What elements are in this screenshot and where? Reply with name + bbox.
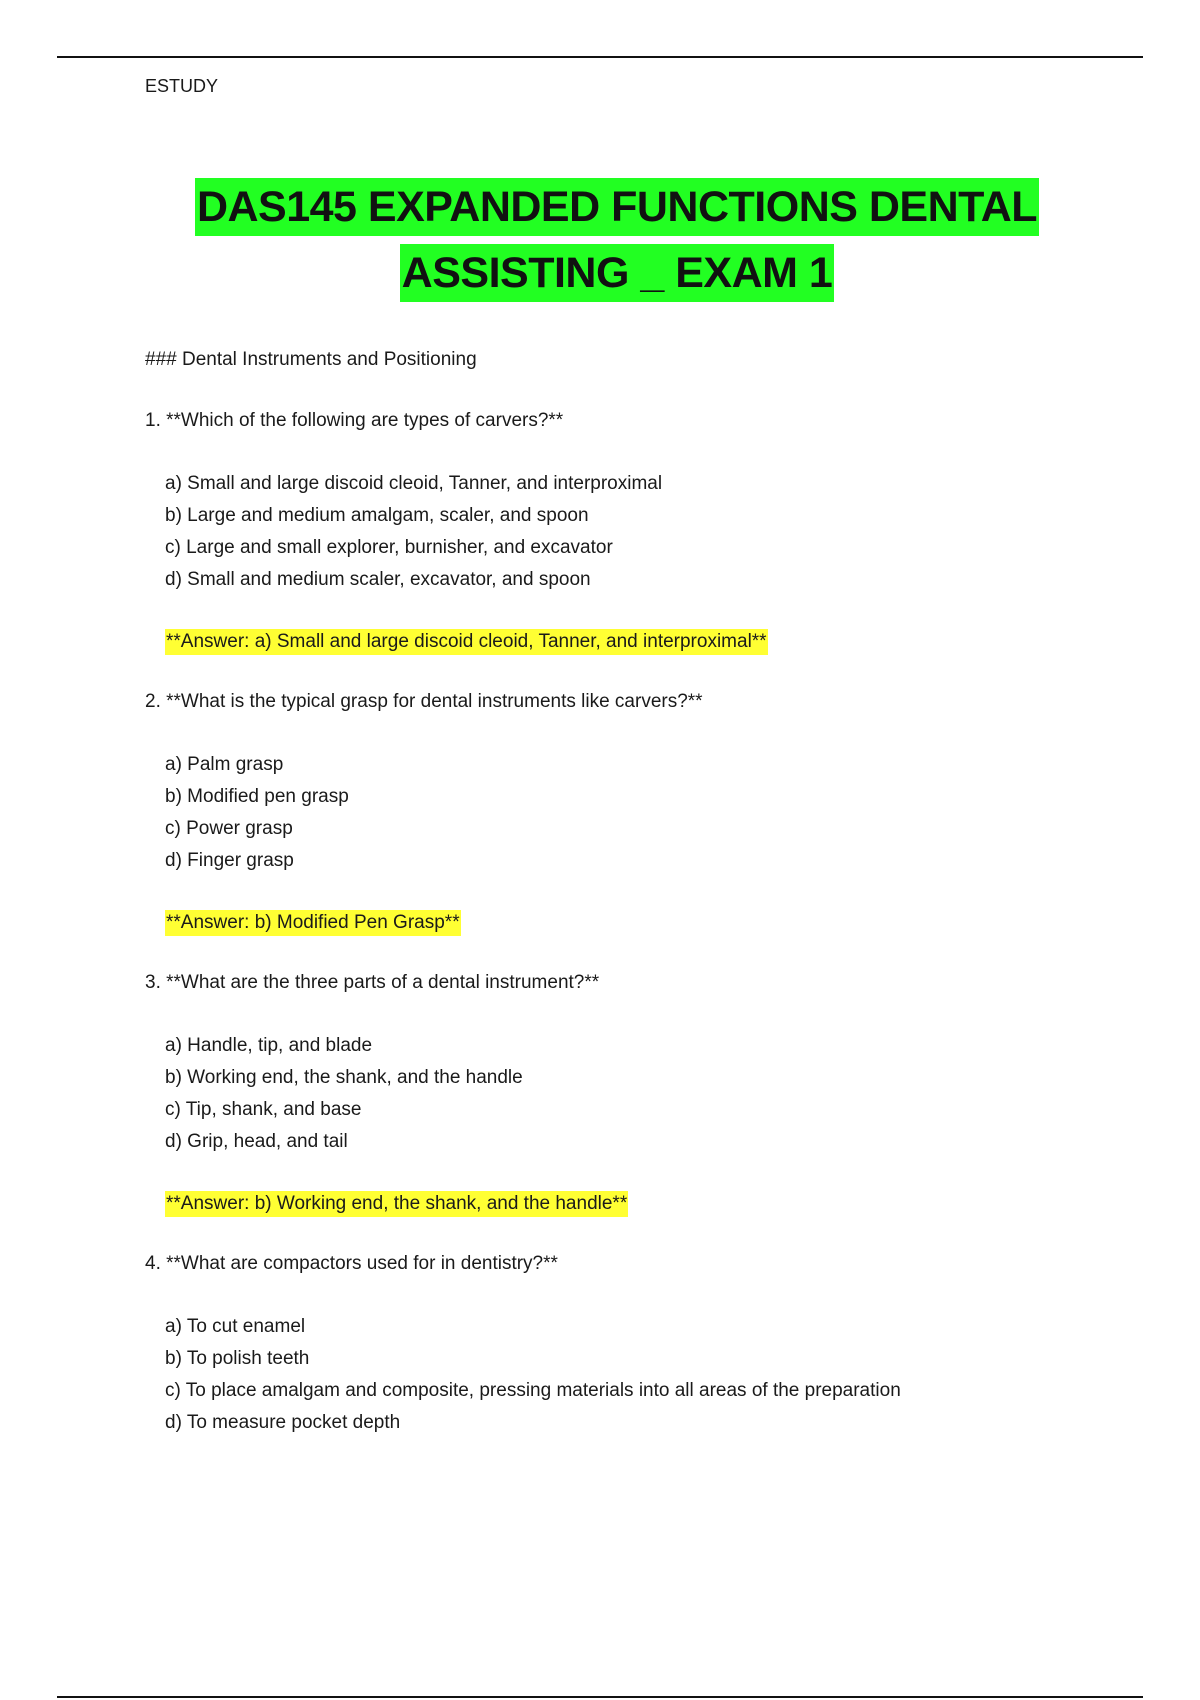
question-1-options <box>165 471 662 599</box>
question-2: 2. **What is the typical grasp for dental instruments like carvers?** <box>145 691 703 712</box>
option-3c: c) Tip, shank, and base <box>165 1099 362 1120</box>
title-line-1: DAS145 EXPANDED FUNCTIONS DENTAL <box>195 178 1039 236</box>
option-3a: a) Handle, tip, and blade <box>165 1035 373 1056</box>
option-2b: b) Modified pen grasp <box>165 786 349 807</box>
question-4-options <box>165 1314 901 1442</box>
option-1d: d) Small and medium scaler, excavator, and spoon <box>165 569 591 590</box>
option-4d: d) To measure pocket depth <box>165 1412 401 1433</box>
section-heading: ### Dental Instruments and Positioning <box>145 349 477 370</box>
option-3b: b) Working end, the shank, and the handle <box>165 1067 523 1088</box>
option-1b: b) Large and medium amalgam, scaler, and spoon <box>165 505 589 526</box>
option-4a: a) To cut enamel <box>165 1316 306 1337</box>
answer-2: **Answer: b) Modified Pen Grasp** <box>165 910 461 936</box>
option-3d: d) Grip, head, and tail <box>165 1131 348 1152</box>
option-1a: a) Small and large discoid cleoid, Tanner, and interproximal <box>165 473 663 494</box>
question-4: 4. **What are compactors used for in dentistry?** <box>145 1253 558 1274</box>
answer-3: **Answer: b) Working end, the shank, and the handle** <box>165 1191 628 1217</box>
question-3-options <box>165 1033 523 1161</box>
footer-rule <box>57 1696 1143 1698</box>
question-3: 3. **What are the three parts of a dental instrument?** <box>145 972 600 993</box>
option-2d: d) Finger grasp <box>165 850 294 871</box>
option-2c: c) Power grasp <box>165 818 293 839</box>
title-line-2: ASSISTING _ EXAM 1 <box>400 244 835 302</box>
document-title <box>0 178 1200 310</box>
option-4b: b) To polish teeth <box>165 1348 310 1369</box>
option-4c: c) To place amalgam and composite, pressing materials into all areas of the preparation <box>165 1380 901 1401</box>
header-rule <box>57 56 1143 58</box>
answer-1: **Answer: a) Small and large discoid cleoid, Tanner, and interproximal** <box>165 629 768 655</box>
option-2a: a) Palm grasp <box>165 754 284 775</box>
question-1: 1. **Which of the following are types of carvers?** <box>145 410 564 431</box>
header-label: ESTUDY <box>145 76 219 96</box>
question-2-options <box>165 752 349 880</box>
option-1c: c) Large and small explorer, burnisher, and excavator <box>165 537 613 558</box>
